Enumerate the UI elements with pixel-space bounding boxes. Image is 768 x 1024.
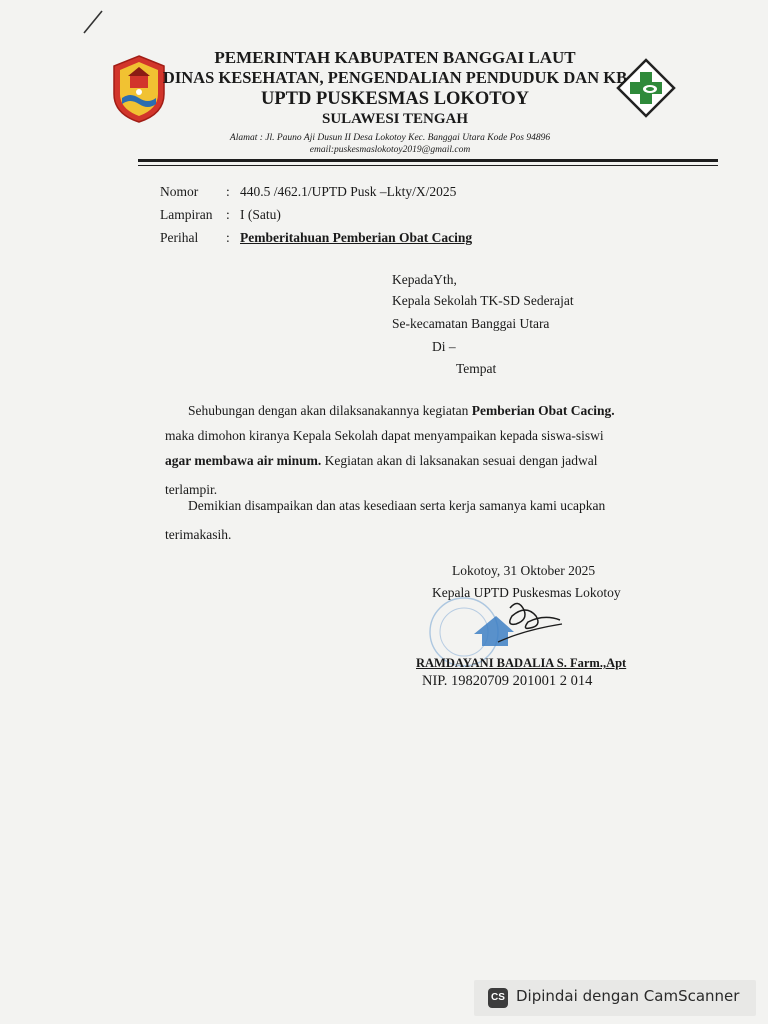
letterhead-government: PEMERINTAH KABUPATEN BANGGAI LAUT: [214, 48, 576, 67]
camscanner-text: Dipindai dengan CamScanner: [516, 987, 740, 1005]
addressee-di: Di –: [432, 339, 456, 354]
camscanner-logo-icon: CS: [488, 988, 508, 1008]
addressee-area: Se-kecamatan Banggai Utara: [392, 316, 550, 331]
letterhead-province: SULAWESI TENGAH: [321, 111, 469, 127]
lampiran-label: Lampiran: [160, 207, 213, 222]
nomor-colon: :: [226, 184, 230, 199]
body-paragraph-3-bold: agar membawa air minum.: [165, 453, 322, 468]
addressee-recipient: Kepala Sekolah TK-SD Sederajat: [392, 293, 574, 308]
pen-mark-icon: [80, 8, 106, 36]
nomor-label: Nomor: [160, 184, 199, 199]
body-paragraph-6: terimakasih.: [165, 527, 232, 542]
body-paragraph-5: Demikian disampaikan dan atas kesediaan serta kerja samanya kami ucapkan: [188, 498, 606, 513]
lampiran-value: I (Satu): [240, 207, 281, 222]
body-paragraph-3: [165, 453, 598, 469]
letterhead-department: DINAS KESEHATAN, PENGENDALIAN PENDUDUK DAN KB: [162, 68, 628, 87]
body-paragraph-4: terlampir.: [165, 482, 218, 497]
letterhead-divider-thick: [138, 159, 718, 162]
signature-title: Kepala UPTD Puskesmas Lokotoy: [432, 585, 621, 600]
body-paragraph-2: maka dimohon kiranya Kepala Sekolah dapat menyampaikan kepada siswa-siswi: [165, 428, 604, 443]
body-paragraph-1-bold: Pemberian Obat Cacing.: [471, 403, 615, 418]
nomor-value: 440.5 /462.1/UPTD Pusk –Lkty/X/2025: [240, 184, 457, 199]
perihal-colon: :: [226, 230, 230, 245]
perihal-value: Pemberitahuan Pemberian Obat Cacing: [240, 230, 473, 245]
lampiran-colon: :: [226, 207, 230, 222]
addressee-place: Tempat: [456, 361, 497, 376]
letterhead-email: email:puskesmaslokotoy2019@gmail.com: [309, 145, 471, 155]
body-paragraph-1: [188, 403, 615, 419]
signature-place-date: Lokotoy, 31 Oktober 2025: [452, 563, 596, 578]
signatory-name: RAMDAYANI BADALIA S. Farm.,Apt: [416, 656, 627, 670]
signatory-nip: NIP. 19820709 201001 2 014: [422, 673, 593, 689]
addressee-greeting: KepadaYth,: [392, 272, 457, 287]
body-paragraph-3-text: Kegiatan akan di laksanakan sesuai dengan jadwal: [321, 453, 598, 468]
letterhead-address: Alamat : Jl. Pauno Aji Dusun II Desa Lokotoy Kec. Banggai Utara Kode Pos 94896: [229, 133, 551, 143]
perihal-label: Perihal: [160, 230, 199, 245]
letterhead-institution: UPTD PUSKESMAS LOKOTOY: [261, 89, 529, 109]
body-paragraph-1-text: Sehubungan dengan akan dilaksanakannya kegiatan: [188, 403, 472, 418]
letterhead-divider-thin: [138, 165, 718, 166]
